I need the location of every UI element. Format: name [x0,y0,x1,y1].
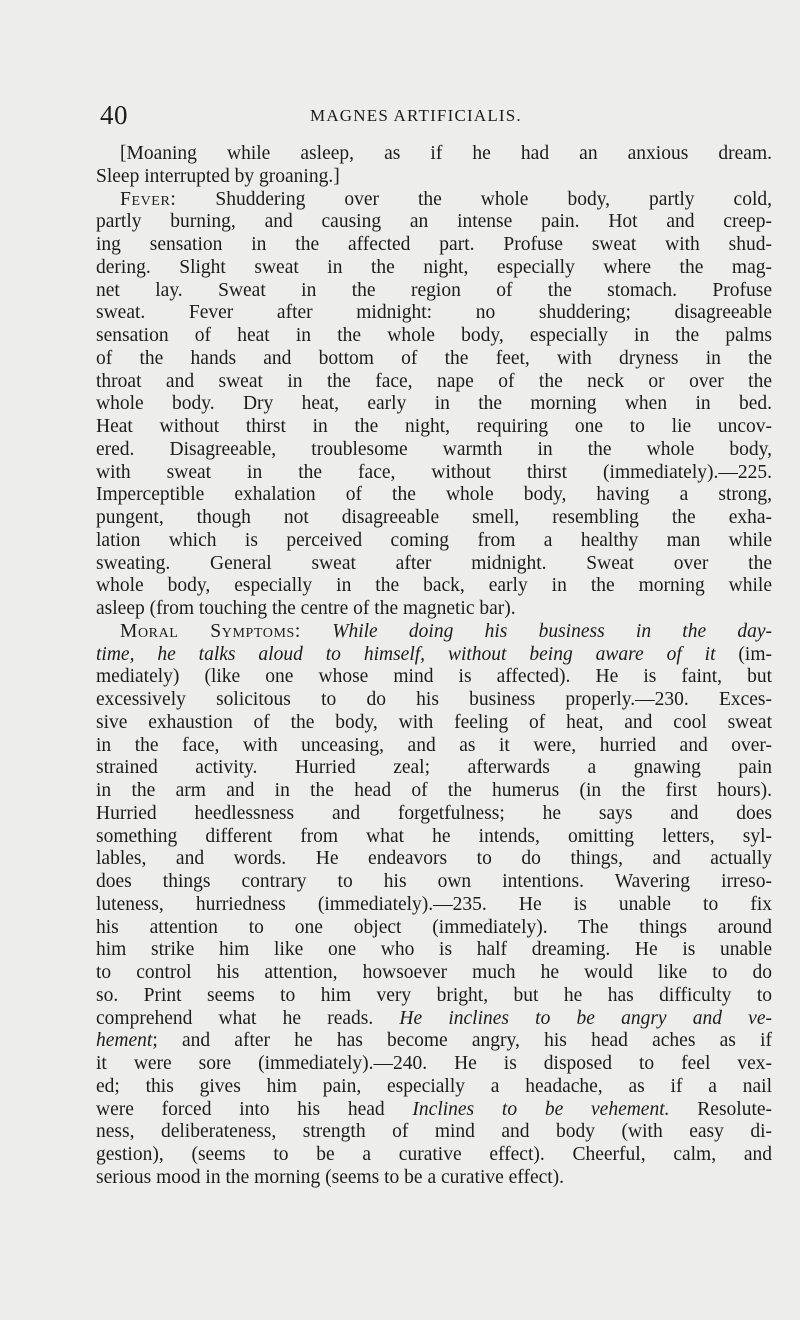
text-line: partly burning, and causing an intense pain. Hot and creep- [96,211,772,233]
text-line: Hurried heedlessness and forgetfulness; he says and does [96,802,772,824]
text-line: ness, deliberateness, strength of mind and body (with easy di- [96,1121,772,1143]
text-line: sive exhaustion of the body, with feeling of heat, and cool sweat [96,711,772,733]
running-head [100,100,760,130]
running-title: MAGNES ARTIFICIALIS. [310,106,522,125]
text-span: comprehend what he reads. [96,1007,374,1029]
text-line: serious mood in the morning (seems to be a curative effect). [96,1166,565,1188]
italic-span: Inclines to be vehement. [412,1098,670,1120]
text-line: lation which is perceived coming from a healthy man while [96,529,772,551]
text-line: ed; this gives him pain, especially a headache, as if a nail [96,1075,772,1097]
italic-span: hement [96,1030,153,1052]
page-number: 40 [100,100,128,130]
text-line: ered. Disagreeable, troublesome warmth in the whole body, [96,438,772,460]
text-line: to control his attention, howsoever much he would like to do [96,962,772,983]
text-line [96,621,772,644]
italic-span: While doing his business in the day- [332,620,773,642]
text-line: excessively solicitous to do his business properly.—230. Exces- [96,689,772,710]
fever-heading: Fever: [120,188,177,210]
text-line: lables, and words. He endeavors to do things, and actually [96,848,772,870]
text-line: luteness, hurriedness (immediately).—235. He is unable to fix [96,893,772,915]
text-span: ; and after he has become angry, his head aches as if [152,1030,772,1052]
text-line: Sleep interrupted by groaning.] [96,165,340,187]
text-line: gestion), (seems to be a curative effect). Cheerful, calm, and [96,1144,772,1165]
text-line: his attention to one object (immediately). The things around [96,916,772,938]
moral-symptoms-heading: Moral Symptoms: [120,620,301,642]
text-line: sensation of heat in the whole body, especially in the palms [96,325,772,346]
text-span: Shuddering over the whole body, partly cold, [176,188,772,210]
text-line [96,1099,772,1122]
text-line: with sweat in the face, without thirst (immediately).—225. [96,461,772,483]
text-line: mediately) (like one whose mind is affected). He is faint, but [96,666,772,688]
text-line: Heat without thirst in the night, requiring one to lie uncov- [96,416,772,437]
text-line: strained activity. Hurried zeal; afterwards a gnawing pain [96,757,772,779]
text-line: [Moaning while asleep, as if he had an anxious dream. [120,143,772,164]
text-line: whole body, especially in the back, early in the morning while [96,575,772,597]
body-text [96,143,772,1190]
text-line: sweating. General sweat after midnight. Sweat over the [96,552,772,574]
text-line: whole body. Dry heat, early in the morning when in bed. [96,393,772,415]
text-line: of the hands and bottom of the feet, with dryness in the [96,347,772,369]
text-line: so. Print seems to him very bright, but he has difficulty to [96,984,772,1006]
text-line: does things contrary to his own intentions. Wavering irreso- [96,871,772,892]
text-span: (im- [715,643,772,665]
text-line: something different from what he intends, omitting letters, syl- [96,825,772,847]
text-line: asleep (from touching the centre of the magnetic bar). [96,598,516,619]
italic-span: time, he talks aloud to himself, without being aware of it [96,643,716,665]
text-line: sweat. Fever after midnight: no shuddering; disagreeable [96,302,772,324]
text-line [96,1008,772,1031]
text-line [96,189,772,212]
text-line: in the arm and in the head of the humerus (in the first hours). [96,780,772,801]
text-line [96,1030,772,1053]
italic-span: He inclines to be angry and ve- [399,1007,772,1029]
text-span: were forced into his head [96,1098,385,1120]
text-line: it were sore (immediately).—240. He is disposed to feel vex- [96,1053,772,1074]
text-line: dering. Slight sweat in the night, especially where the mag- [96,256,772,278]
text-line [96,644,772,667]
text-line: Imperceptible exhalation of the whole body, having a strong, [96,484,772,506]
text-line: net lay. Sweat in the region of the stomach. Profuse [96,279,772,301]
text-line: ing sensation in the affected part. Profuse sweat with shud- [96,234,772,255]
text-line: throat and sweat in the face, nape of the neck or over the [96,370,772,392]
text-line: pungent, though not disagreeable smell, resembling the exha- [96,507,772,528]
text-line: in the face, with unceasing, and as it were, hurried and over- [96,734,772,756]
text-span: Resolute- [669,1098,773,1120]
text-line: him strike him like one who is half dreaming. He is unable [96,939,772,961]
